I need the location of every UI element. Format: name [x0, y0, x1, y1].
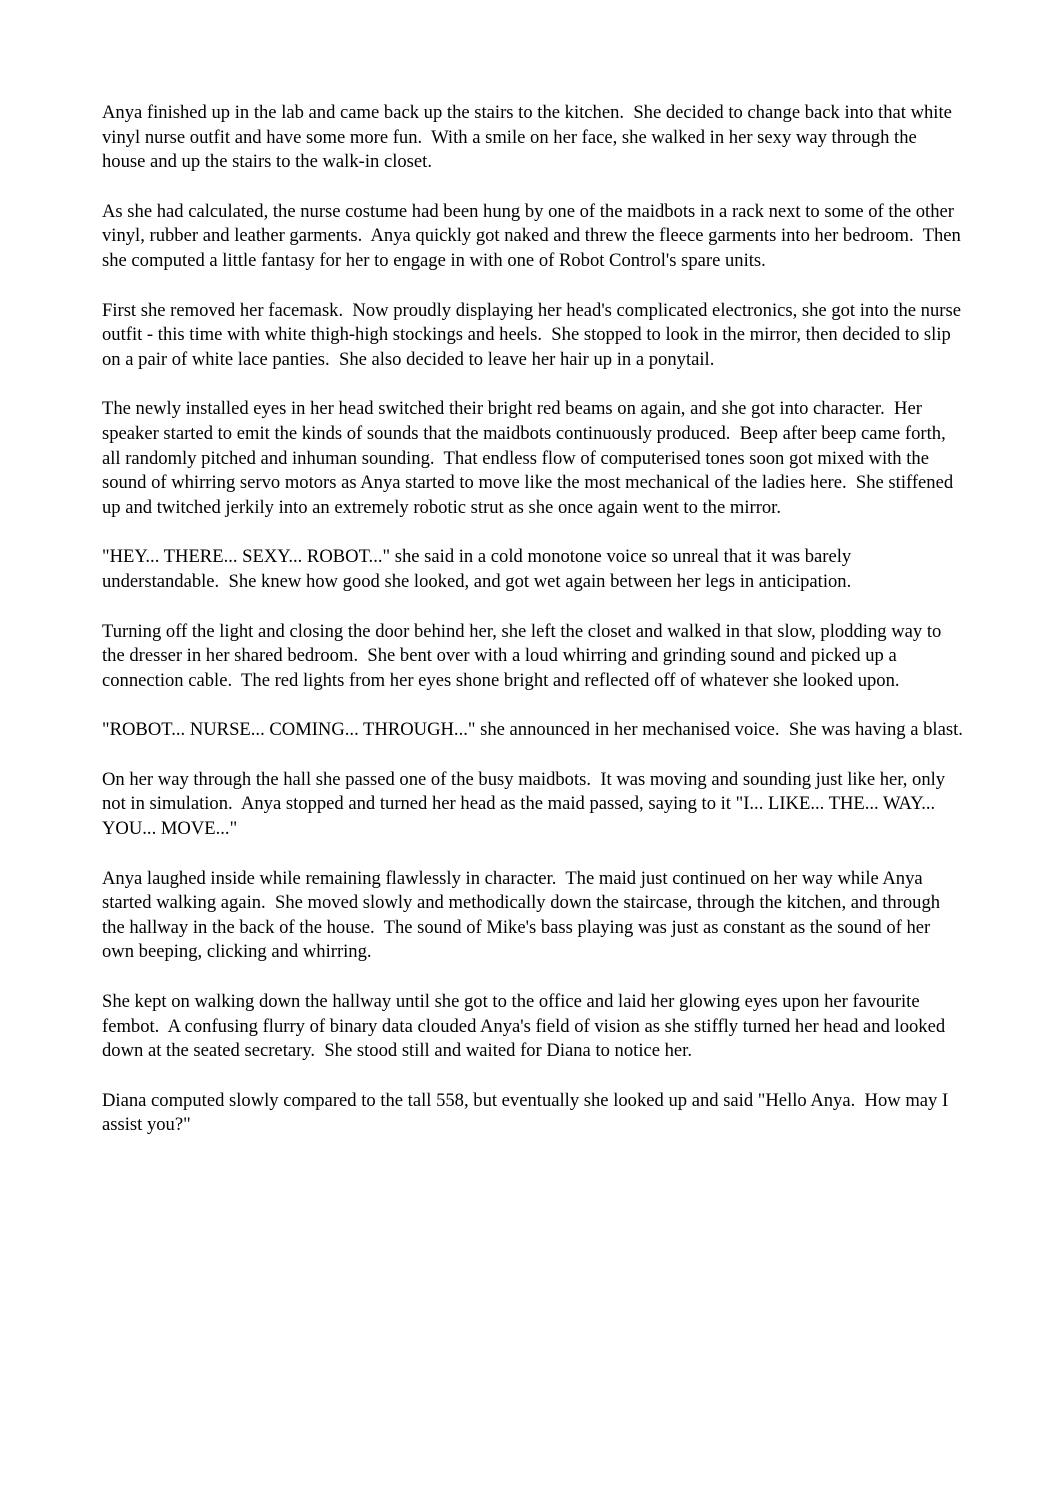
paragraph: The newly installed eyes in her head switched their bright red beams on again, and she got into character. Her speaker started to emit the kinds of sounds that the maidbots continuously produced. Beep after beep came forth, all randomly pitched and inhuman sounding. That endless flow of computerised tones soon got mixed with the sound of whirring servo motors as Anya started to move like the most mechanical of the ladies here. She stiffened up and twitched jerkily into an extremely robotic strut as she once again went to the mirror. [102, 398, 958, 518]
paragraph: "HEY... THERE... SEXY... ROBOT..." she said in a cold monotone voice so unreal that it was barely understandable. She knew how good she looked, and got wet again between her legs in anticipation. [102, 546, 856, 592]
paragraph: Diana computed slowly compared to the tall 558, but eventually she looked up and said "Hello Anya. How may I assist you?" [102, 1089, 953, 1136]
paragraph: Turning off the light and closing the door behind her, she left the closet and walked in that slow, plodding way to the dresser in her shared bedroom. She bent over with a loud whirring and grinding sound and picked up a connection cable. The red lights from her eyes shone bright and reflected off of whatever she looked upon. [102, 620, 946, 691]
paragraph: "ROBOT... NURSE... COMING... THROUGH..." she announced in her mechanised voice. She was having a blast. [102, 719, 963, 741]
paragraph: On her way through the hall she passed one of the busy maidbots. It was moving and sounding just like her, only not in simulation. Anya stopped and turned her head as the maid passed, saying to it "I... LIKE... THE... WAY... YOU... MOVE..." [102, 768, 950, 840]
paragraph: Anya laughed inside while remaining flawlessly in character. The maid just continued on her way while Anya started walking again. She moved slowly and methodically down the staircase, through the kitchen, and through the hallway in the back of the house. The sound of Mike's bass playing was just as constant as the sound of her own beeping, clicking and whirring. [102, 867, 945, 963]
paragraph: First she removed her facemask. Now proudly displaying her head's complicated electronics, she got into the nurse outfit - this time with white thigh-high stockings and heels. She stopped to look in the mirror, then decided to slip on a pair of white lace panties. She also decided to leave her hair up in a ponytail. [102, 299, 966, 370]
document-page [102, 101, 964, 1163]
paragraph: Anya finished up in the lab and came back up the stairs to the kitchen. She decided to change back into that white vinyl nurse outfit and have some more fun. With a smile on her face, she walked in her sexy way through the house and up the stairs to the walk-in closet. [102, 102, 957, 173]
paragraph: As she had calculated, the nurse costume had been hung by one of the maidbots in a rack next to some of the other vinyl, rubber and leather garments. Anya quickly got naked and threw the fleece garments into her bedroom. Then she computed a little fantasy for her to engage in with one of Robot Control's spare units. [102, 200, 966, 271]
paragraph: She kept on walking down the hallway until she got to the office and laid her glowing eyes upon her favourite fembot. A confusing flurry of binary data clouded Anya's field of vision as she stiffly turned her head and looked down at the seated secretary. She stood still and waited for Diana to notice her. [102, 991, 950, 1062]
